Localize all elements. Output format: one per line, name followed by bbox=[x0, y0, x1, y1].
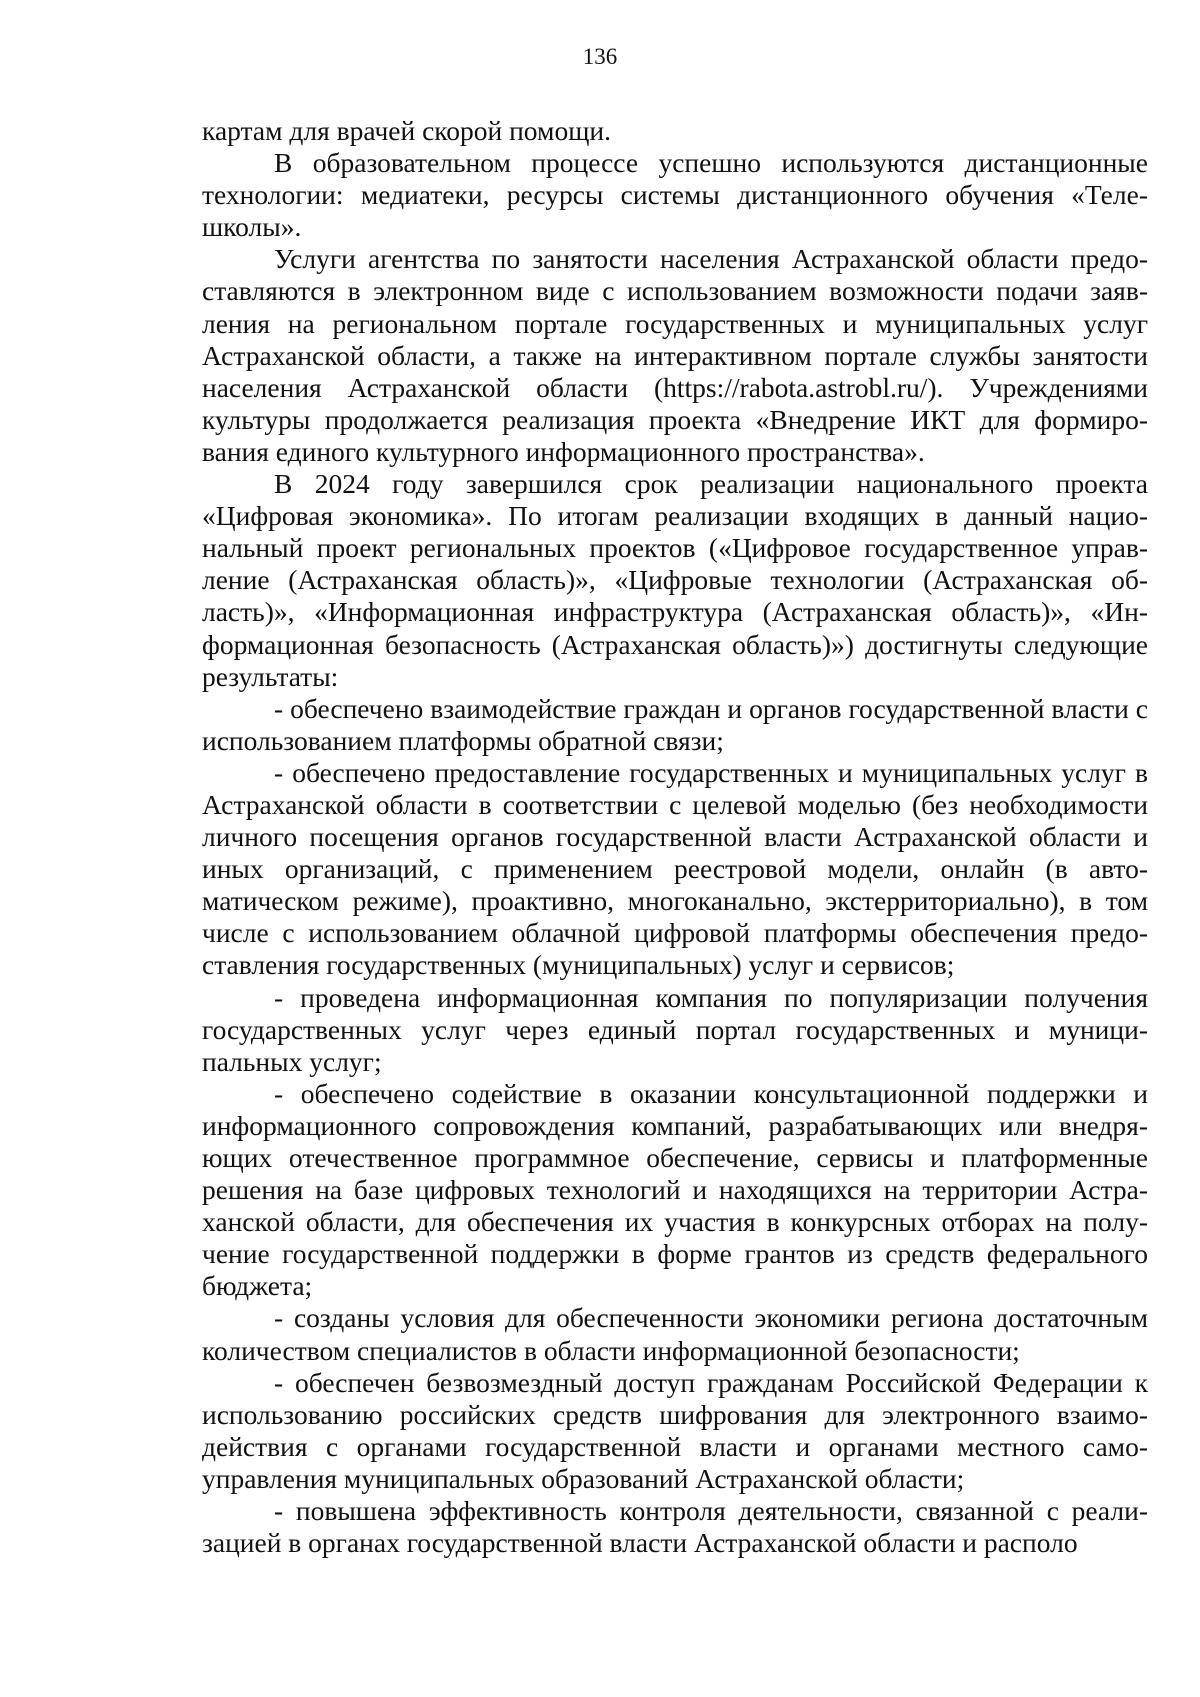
paragraph: В образовательном процессе успешно используются дистанционные технологии: медиатеки, ресурсы системы дистанционного обучения «Телешколы». bbox=[202, 147, 1148, 243]
list-item: - повышена эффективность контроля деятельности, связанной с реализацией в органах государственной власти Астраханской области и располо bbox=[202, 1495, 1148, 1559]
paragraph: Услуги агентства по занятости населения Астраханской области предоставляются в электронном виде с использованием возможности подачи заявления на региональном портале государственных и муниципальных услуг Астраханской области, а также на интерактивном портале службы занятости населения Астраханской области (https://rabota.astrobl.ru/). Учреждениями культуры продолжается реализация проекта «Внедрение ИКТ для формирования единого культурного информационного пространства». bbox=[202, 243, 1148, 467]
list-item: - обеспечен безвозмездный доступ гражданам Российской Федерации к использованию российских средств шифрования для электронного взаимодействия с органами государственной власти и органами местного самоуправления муниципальных образований Астраханской области; bbox=[202, 1366, 1148, 1494]
list-item: - обеспечено предоставление государственных и муниципальных услуг в Астраханской области в соответствии с целевой моделью (без необходимости личного посещения органов государственной власти Астраханской области и иных организаций, с применением реестровой модели, онлайн (в автоматическом режиме), проактивно, многоканально, экстерриториально), в том числе с использованием облачной цифровой платформы обеспечения предоставления государственных (муниципальных) услуг и сервисов; bbox=[202, 756, 1148, 981]
paragraph: В 2024 году завершился срок реализации национального проекта «Цифровая экономика». По итогам реализации входящих в данный национальный проект региональных проектов («Цифровое государственное управление (Астраханская область)», «Цифровые технологии (Астраханская область)», «Информационная инфраструктура (Астраханская область)», «Информационная безопасность (Астраханская область)») достигнуты следующие результаты: bbox=[202, 468, 1148, 692]
list-item: - проведена информационная компания по популяризации получения государственных услуг через единый портал государственных и муниципальных услуг; bbox=[202, 981, 1148, 1077]
list-item: - обеспечено взаимодействие граждан и органов государственной власти с использованием платформы обратной связи; bbox=[202, 692, 1148, 756]
list-item: - созданы условия для обеспеченности экономики региона достаточным количеством специалистов в области информационной безопасности; bbox=[202, 1302, 1148, 1366]
paragraph: картам для врачей скорой помощи. bbox=[202, 115, 611, 146]
list-item: - обеспечено содействие в оказании консультационной поддержки и информационного сопровождения компаний, разрабатывающих или внедряющих отечественное программное обеспечение, сервисы и платформенные решения на базе цифровых технологий и находящихся на территории Астраханской области, для обеспечения их участия в конкурсных отборах на получение государственной поддержки в форме грантов из средств федерального бюджета; bbox=[202, 1077, 1148, 1302]
document-body bbox=[202, 115, 1148, 1559]
page-number: 136 bbox=[582, 44, 618, 69]
